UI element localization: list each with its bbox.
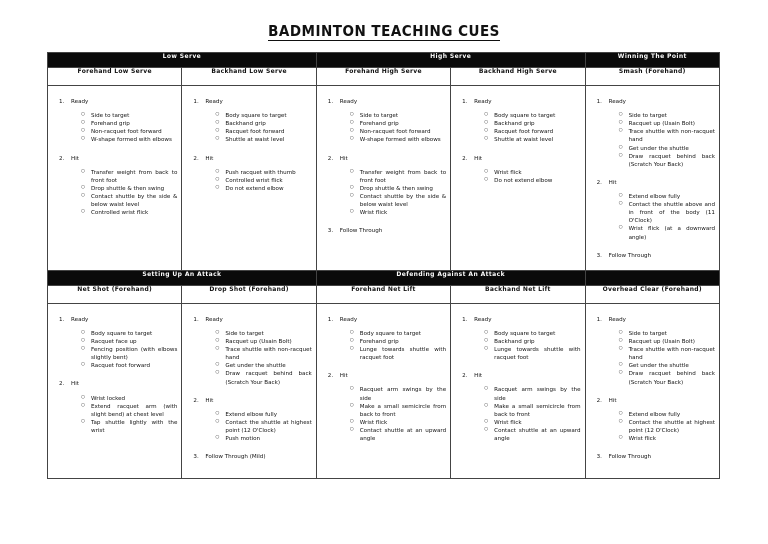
cues-cell	[451, 303, 585, 478]
band-row-1	[48, 53, 720, 68]
cues-cell	[585, 303, 719, 478]
cue-item: ○ Lunge towards shuttle with racquet foot	[484, 346, 580, 362]
cue-item: ○ Make a small semicircle from back to front	[484, 403, 580, 419]
cue-list	[619, 193, 715, 242]
step-number: 1.	[462, 99, 468, 105]
cue-item: ○ Body square to target	[215, 112, 311, 120]
cue-item: ○ W-shape formed with elbows	[81, 136, 177, 144]
step-heading	[193, 98, 311, 106]
step-number: 2.	[193, 397, 199, 404]
step-number: 3.	[193, 454, 199, 461]
page-title-text: BADMINTON TEACHING CUES	[268, 22, 500, 40]
step-heading	[597, 98, 715, 106]
cue-list	[619, 411, 715, 443]
cue-item: ○ Shuttle at waist level	[215, 136, 311, 144]
cue-list	[484, 386, 580, 443]
step-label: Hit	[339, 373, 348, 380]
step-heading	[597, 252, 715, 260]
band-row-2	[48, 270, 720, 285]
cue-item: ○ Controlled wrist flick	[81, 209, 177, 217]
step-number: 3.	[327, 228, 334, 235]
col-header: Drop Shot (Forehand)	[182, 285, 316, 303]
step-number: 1.	[193, 316, 199, 323]
band-empty	[585, 270, 719, 285]
band-low-serve: Low Serve	[48, 53, 317, 68]
cue-list	[81, 330, 177, 371]
cues-content	[182, 304, 315, 462]
cue-item: ○ Non-racquet foot forward	[81, 128, 177, 136]
cue-item: ○ Contact the shuttle at highest point (12 O'Clock)	[619, 419, 715, 435]
cue-list	[81, 112, 177, 144]
cue-item: ○ Get under the shuttle	[619, 145, 715, 153]
step-heading	[462, 372, 580, 380]
cue-item: ○ Wrist flick	[619, 435, 715, 443]
cue-item: ○ Draw racquet behind back (Scratch Your Back)	[215, 370, 311, 386]
step-number: 2.	[327, 373, 334, 380]
step-number: 2.	[327, 155, 334, 162]
band-defending-against-an-attack: Defending Against An Attack	[316, 270, 585, 285]
cue-item: ○ Fencing position (with elbows slightly bent)	[81, 346, 177, 362]
step-heading	[597, 397, 715, 405]
cue-item: ○ Do not extend elbow	[215, 185, 311, 193]
cues-content	[317, 304, 450, 443]
cue-list	[484, 169, 580, 185]
step-number: 1.	[462, 316, 468, 323]
step-label: Follow Through	[608, 454, 652, 461]
cues-content	[48, 304, 181, 435]
cue-item: ○ Push motion	[215, 435, 311, 443]
step-heading	[462, 316, 580, 324]
cue-item: ○ Backhand grip	[484, 120, 580, 128]
teaching-cues-table	[47, 52, 720, 479]
step-number: 1.	[59, 316, 65, 323]
cues-content	[317, 86, 450, 235]
step-label: Ready	[339, 316, 358, 323]
cue-item: ○ Forehand grip	[350, 120, 446, 128]
step-heading	[328, 98, 446, 106]
cues-cell	[48, 86, 182, 271]
step-heading	[59, 380, 177, 388]
cues-content	[48, 86, 181, 217]
cue-item: ○ Wrist flick	[350, 419, 446, 427]
cue-item: ○ Lunge towards shuttle with racquet foot	[350, 346, 446, 362]
step-number: 2.	[462, 373, 468, 380]
cue-item: ○ Wrist locked	[81, 395, 177, 403]
col-header: Net Shot (Forehand)	[48, 285, 182, 303]
step-number: 1.	[327, 316, 334, 323]
step-number: 2.	[462, 155, 468, 162]
step-heading	[328, 155, 446, 163]
cue-item: ○ Contact the shuttle above and in front of the body (11 O'Clock)	[619, 201, 715, 225]
cue-item: ○ Racquet face up	[81, 338, 177, 346]
cue-item: ○ Racquet foot forward	[215, 128, 311, 136]
cue-list	[350, 330, 446, 362]
cue-item: ○ Side to target	[81, 112, 177, 120]
cues-content	[451, 304, 584, 443]
step-heading	[193, 316, 311, 324]
col-header: Smash (Forehand)	[585, 68, 719, 86]
step-heading	[193, 453, 311, 461]
step-number: 2.	[193, 155, 199, 162]
cue-item: ○ Make a small semicircle from back to front	[350, 403, 446, 419]
cue-list	[215, 411, 311, 443]
cue-item: ○ Non-racquet foot forward	[350, 128, 446, 136]
page-title	[0, 22, 768, 40]
cue-item: ○ Controlled wrist flick	[215, 177, 311, 185]
cue-list	[350, 112, 446, 144]
cue-item: ○ Draw racquet behind back (Scratch Your Back)	[619, 153, 715, 169]
step-label: Ready	[205, 316, 223, 323]
cue-item: ○ Side to target	[619, 330, 715, 338]
cue-item: ○ Extend elbow fully	[619, 193, 715, 201]
step-heading	[59, 98, 177, 106]
cue-item: ○ Trace shuttle with non-racquet hand	[619, 128, 715, 144]
cue-item: ○ Push racquet with thumb	[215, 169, 311, 177]
step-number: 2.	[59, 155, 65, 162]
step-number: 2.	[596, 179, 602, 186]
band-high-serve: High Serve	[316, 53, 585, 68]
cue-item: ○ Body square to target	[484, 112, 580, 120]
cue-item: ○ Side to target	[350, 112, 446, 120]
cue-item: ○ Racquet foot forward	[484, 128, 580, 136]
cue-item: ○ Forehand grip	[350, 338, 446, 346]
cue-list	[619, 112, 715, 169]
step-heading	[462, 98, 580, 106]
cues-content	[586, 304, 719, 462]
cue-item: ○ Wrist flick	[484, 419, 580, 427]
step-label: Hit	[608, 179, 617, 186]
step-heading	[59, 155, 177, 163]
step-number: 1.	[596, 316, 602, 323]
step-number: 3.	[596, 454, 602, 461]
cue-item: ○ Racquet up (Usain Bolt)	[619, 120, 715, 128]
cue-list	[484, 330, 580, 362]
step-heading	[597, 179, 715, 187]
col-header: Forehand High Serve	[316, 68, 450, 86]
cue-list	[350, 386, 446, 443]
cue-item: ○ Do not extend elbow	[484, 177, 580, 185]
cues-content	[451, 86, 584, 185]
cue-item: ○ Racquet up (Usain Bolt)	[619, 338, 715, 346]
col-header: Backhand High Serve	[451, 68, 585, 86]
cue-item: ○ Body square to target	[484, 330, 580, 338]
cue-item: ○ Body square to target	[81, 330, 177, 338]
cues-content	[182, 86, 315, 193]
step-label: Ready	[608, 316, 626, 323]
cues-cell	[316, 303, 450, 478]
cue-list	[350, 169, 446, 218]
content-row-2	[48, 303, 720, 478]
step-label: Hit	[608, 397, 617, 404]
cue-item: ○ Contact shuttle by the side & below waist level	[81, 193, 177, 209]
cue-list	[81, 169, 177, 218]
cue-item: ○ Wrist flick	[350, 209, 446, 217]
step-heading	[328, 372, 446, 380]
cue-item: ○ Side to target	[619, 112, 715, 120]
step-label: Hit	[71, 155, 79, 162]
cue-item: ○ Contact shuttle by the side & below waist level	[350, 193, 446, 209]
cue-item: ○ Get under the shuttle	[215, 362, 311, 370]
col-header: Forehand Net Lift	[316, 285, 450, 303]
cue-item: ○ Racquet arm swings by the side	[350, 386, 446, 402]
cues-cell	[451, 86, 585, 271]
step-heading	[462, 155, 580, 163]
cue-list	[619, 330, 715, 387]
step-heading	[193, 397, 311, 405]
step-label: Hit	[339, 155, 348, 162]
step-label: Follow Through	[608, 252, 652, 259]
cue-item: ○ Extend elbow fully	[215, 411, 311, 419]
step-label: Hit	[474, 155, 483, 162]
cue-list	[215, 112, 311, 144]
step-heading	[193, 155, 311, 163]
cue-item: ○ Drop shuttle & then swing	[350, 185, 446, 193]
cue-item: ○ Contact shuttle at an upward angle	[350, 427, 446, 443]
cue-item: ○ Backhand grip	[215, 120, 311, 128]
step-label: Ready	[474, 99, 492, 105]
cues-cell	[585, 86, 719, 271]
step-heading	[597, 316, 715, 324]
cue-item: ○ Tap shuttle lightly with the wrist	[81, 419, 177, 435]
cue-item: ○ Transfer weight from back to front foot	[81, 169, 177, 185]
cue-item: ○ Body square to target	[350, 330, 446, 338]
cue-item: ○ Get under the shuttle	[619, 362, 715, 370]
cue-list	[215, 330, 311, 387]
cue-item: ○ Drop shuttle & then swing	[81, 185, 177, 193]
step-heading	[59, 316, 177, 324]
col-header: Backhand Net Lift	[451, 285, 585, 303]
step-label: Ready	[71, 316, 89, 323]
cue-item: ○ Side to target	[215, 330, 311, 338]
step-number: 1.	[327, 99, 334, 105]
cue-item: ○ Contact shuttle at an upward angle	[484, 427, 580, 443]
step-label: Hit	[474, 373, 483, 380]
cue-item: ○ Backhand grip	[484, 338, 580, 346]
cue-item: ○ Racquet foot forward	[81, 362, 177, 370]
cues-cell	[182, 86, 316, 271]
cue-item: ○ Forehand grip	[81, 120, 177, 128]
col-header: Forehand Low Serve	[48, 68, 182, 86]
cue-item: ○ Racquet up (Usain Bolt)	[215, 338, 311, 346]
cue-item: ○ Wrist flick (at a downward angle)	[619, 225, 715, 241]
cue-item: ○ Transfer weight from back to front foot	[350, 169, 446, 185]
col-header: Backhand Low Serve	[182, 68, 316, 86]
cue-list	[81, 395, 177, 436]
step-label: Hit	[205, 397, 214, 404]
step-label: Follow Through	[339, 228, 383, 235]
cue-item: ○ Racquet arm swings by the side	[484, 386, 580, 402]
step-label: Ready	[474, 316, 492, 323]
cues-content	[586, 86, 719, 260]
content-row-1	[48, 86, 720, 271]
cue-list	[215, 169, 311, 193]
cue-item: ○ Extend elbow fully	[619, 411, 715, 419]
cues-cell	[48, 303, 182, 478]
cues-cell	[182, 303, 316, 478]
cue-list	[484, 112, 580, 144]
cue-item: ○ Shuttle at waist level	[484, 136, 580, 144]
cue-item: ○ W-shape formed with elbows	[350, 136, 446, 144]
step-label: Follow Through (Mild)	[205, 454, 266, 461]
step-heading	[597, 453, 715, 461]
step-label: Ready	[205, 99, 223, 105]
band-winning-the-point: Winning The Point	[585, 53, 719, 68]
step-label: Ready	[71, 99, 89, 105]
step-heading	[328, 227, 446, 235]
cues-cell	[316, 86, 450, 271]
step-number: 2.	[596, 397, 602, 404]
step-number: 3.	[596, 252, 602, 259]
header-row-2	[48, 285, 720, 303]
band-setting-up-an-attack: Setting Up An Attack	[48, 270, 317, 285]
step-label: Hit	[71, 381, 79, 388]
cue-item: ○ Trace shuttle with non-racquet hand	[215, 346, 311, 362]
cue-item: ○ Trace shuttle with non-racquet hand	[619, 346, 715, 362]
step-heading	[328, 316, 446, 324]
step-number: 2.	[59, 381, 65, 388]
cue-item: ○ Contact the shuttle at highest point (12 O'Clock)	[215, 419, 311, 435]
cue-item: ○ Extend racquet arm (with slight bend) at chest level	[81, 403, 177, 419]
step-label: Hit	[205, 155, 214, 162]
step-number: 1.	[596, 99, 602, 105]
cue-item: ○ Wrist flick	[484, 169, 580, 177]
header-row-1	[48, 68, 720, 86]
step-number: 1.	[59, 99, 65, 105]
cue-item: ○ Draw racquet behind back (Scratch Your Back)	[619, 370, 715, 386]
col-header: Overhead Clear (Forehand)	[585, 285, 719, 303]
step-label: Ready	[608, 99, 626, 105]
step-number: 1.	[193, 99, 199, 105]
step-label: Ready	[339, 99, 358, 105]
